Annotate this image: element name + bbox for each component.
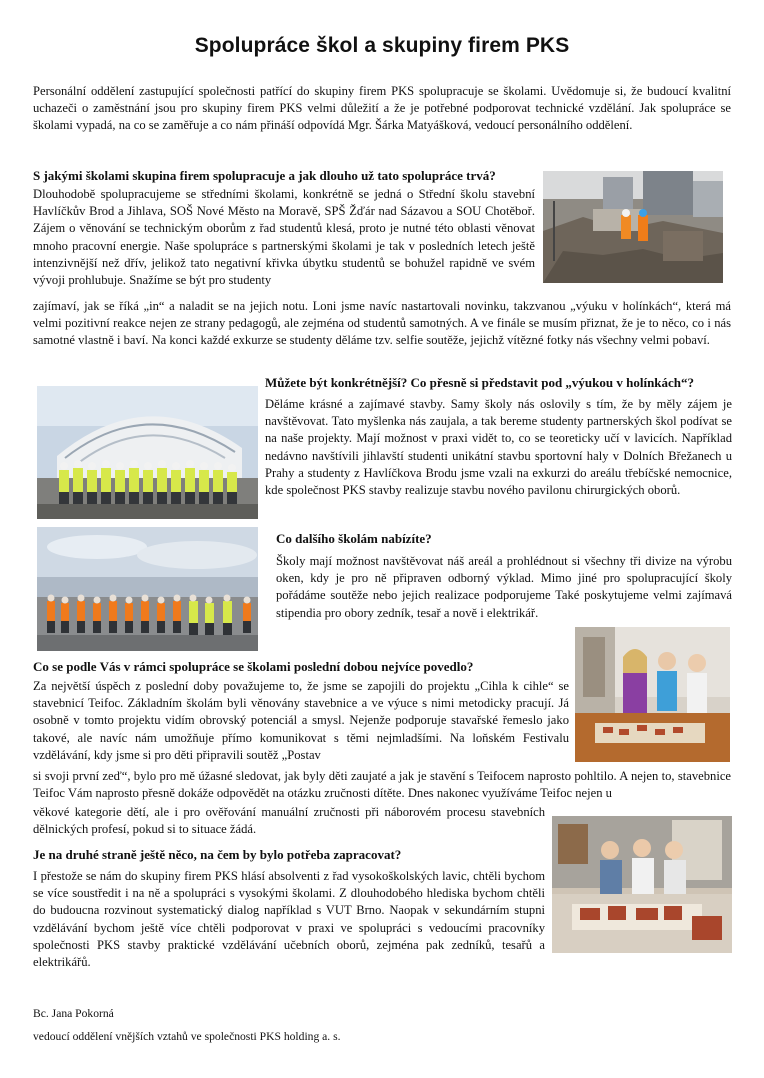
answer-lessons: Děláme krásné a zajímavé stavby. Samy školy nás oslovily s tím, že by měly zájem je navštěvovat. Tato myšlenka nás zaujala, a tak bereme studenty partnerských škol podívat se na naše projekty. Mají možnost v praxi vidět to, co se teoreticky učí v lavicích. Například nedávno navštívili jihlavští studenti unikátní stavbu sportovní haly v Dolních Břežanech u Prahy a studenty z Havlíčkova Brodu jsme vzali na exkurzi do areálu třebíčské nemocnice, kde společnost PKS stavby realizuje stavbu nového pavilonu chirurgických oborů. [265,397,732,498]
children-teifoc-photo [575,627,730,762]
answer-schools-full: zajímaví, jak se říká „in“ a naladit se na jejich notu. Loni jsme navíc nastartovali novinku, takzvanou „výuku v holínkách“, která má velmi pozitivní reakce nejen ze strany pedagogů, ale zejména od studentů samotných. A ve finále se musím přiznat, že je to něco, co i nás samotné vlastně i baví. Na konci každé exkurze se studenty děláme tzv. selfie soutěže, jejichž vítězné fotky nás všechny velmi pobaví. [33,299,731,348]
signature-name: Bc. Jana Pokorná [33,1007,114,1020]
answer-schools-side: Dlouhodobě spolupracujeme se středními školami, konkrétně se jedná o Střední školu stavební Havlíčkův Brod a Jihlava, SOŠ Nové Město na Moravě, SPŠ Žďár nad Sázavou a SOU Chotěboř. Zájem o věnování se technickým oborům z řad studentů klesá, proto je nutné této oblasti věnovat mnoho pracovní energie. Naše spolupráce s partnerskými školami je tak v posledních letech ještě intenzivnější než dřív, jelikož tato negativní křivka úbytku studentů se bohužel rapidně ve svém vývoji prohlubuje. Snažíme se být pro studenty [33,187,535,288]
page-title: Spolupráce škol a skupiny firem PKS [194,34,570,57]
intro-paragraph: Personální oddělení zastupující společnosti patřící do skupiny firem PKS spolupracuje se školami. Uvědomuje si, že budoucí kvalitní uchazeči o zaměstnání jsou pro skupiny firem PKS velmi důležití a že je potřebné podporovat technické vzdělání. Jak spolupráce se školami vypadá, na co se zaměřuje a co nám přináší odpovídá Mgr. Šárka Matyášková, vedoucí personálního oddělení. [33,84,731,133]
answer-success-full: si svoji první zeď“, bylo pro mě úžasné sledovat, jak byly děti zaujaté a jak je stavění s Teifocem naprosto pohltilo. A nejen to, stavebnice Teifoc Vám naprosto přesně dokáže odpovědět na otázku zručnosti dítěte. Dnes nakonec využíváme Teifoc nejen u [33,769,731,801]
answer-success-side: Za největší úspěch z poslední doby považujeme to, že jsme se zapojili do projektu „Cihla k cihle“ se stavebnicí Teifoc. Základním školám byli věnovány stavebnice a ve výuce s nimi metodicky pracují. Já osobně v tomto projektu vidím obrovský potenciál a smysl. Nejenže podporuje stavařské řemeslo jako takové, ale navíc nám umožňuje přímo komunikovat s těmi nejmladšími. Na loňském Festivalu vzdělávání, kdy jsme si pro děti připravili soutěž „Postav [33,679,569,762]
signature-position: vedoucí oddělení vnějších vztahů ve společnosti PKS holding a. s. [33,1030,341,1043]
question-schools: S jakými školami skupina firem spolupracuje a jak dlouho už tato spolupráce trvá? [33,168,496,183]
answer-improve: I přestože se nám do skupiny firem PKS hlásí absolventi z řad vysokoškolských lavic, chtěli bychom se více soustředit i na ně a spolupráci s vysokými školami. Z dlouhodobého hlediska bychom chtěli do budoucna rozvinout systematický dialog například s VUT Brno. Naopak v sekundárním stupni vzdělávání bychom ještě více chtěli podporovat v praxi ve spolupráci s vedoucími pracovníky společnosti PKS stavby praktické vzdělávání učebních oborů, zejména pak zedníků, tesařů a elektrikářů. [33,869,545,970]
answer-offer: Školy mají možnost navštěvovat náš areál a prohlédnout si všechny tři divize na výrobu oken, kdy je pro ně připraven odborný výklad. Mimo jiné pro spolupracující školy pořádáme soutěže nebo jejich realizace podporujeme Také poskytujeme velmi zajímavá stipendia pro obory zedník, tesař a nově i elektrikář. [276,554,732,620]
answer-success-tail: věkové kategorie dětí, ale i pro ověřování manuální zručnosti při náborovém procesu stavebních dělnických profesí, pokud si to situace žádá. [33,805,545,837]
question-lessons: Můžete být konkrétnější? Co přesně si představit pod „výukou v holínkách“? [265,375,695,390]
question-improve: Je na druhé straně ještě něco, na čem by bylo potřeba zapracovat? [33,847,402,862]
construction-site-photo [543,171,723,283]
brick-models-photo [552,816,732,953]
question-offer: Co dalšího školám nabízíte? [276,531,432,546]
question-success: Co se podle Vás v rámci spolupráce se školami poslední dobou nejvíce povedlo? [33,659,474,674]
rooftop-group-photo [37,527,258,651]
stadium-group-photo [37,386,258,519]
